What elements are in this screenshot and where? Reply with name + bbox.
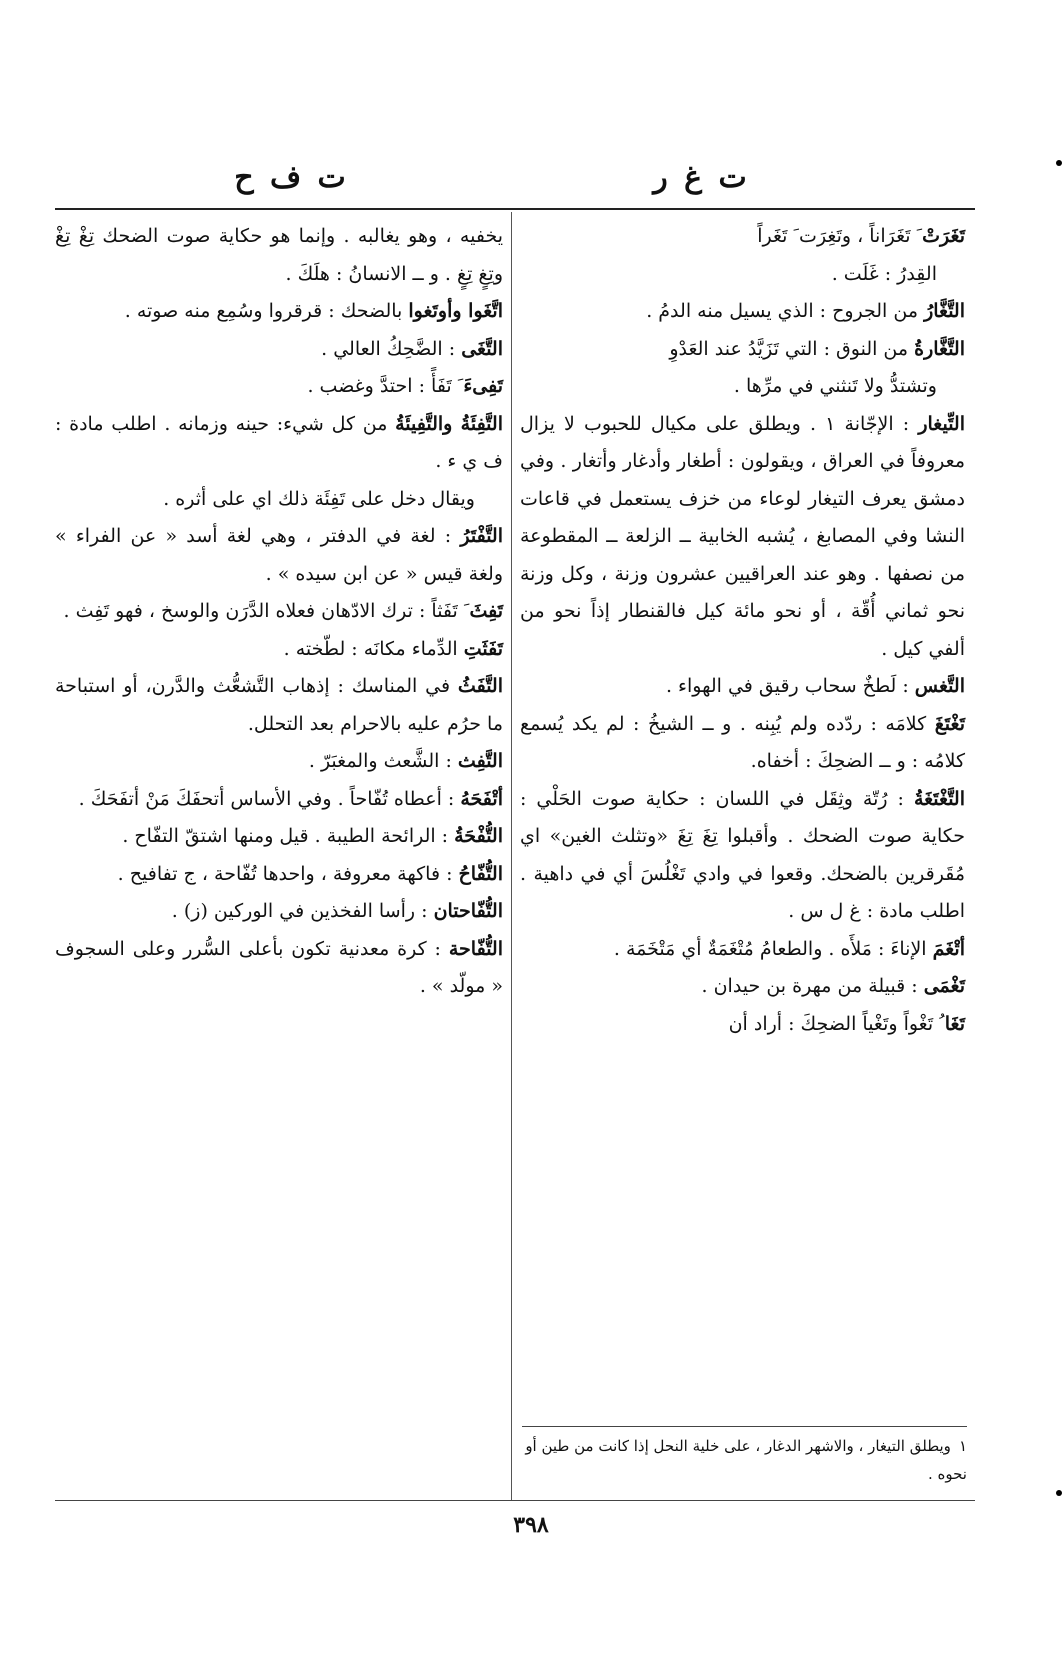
dictionary-entry	[520, 331, 965, 406]
headword: التُّفّاحة	[448, 937, 503, 960]
dictionary-entry	[55, 818, 503, 856]
headword: التُّفّاحتان	[433, 900, 503, 922]
dictionary-entry	[55, 218, 503, 293]
definition: يخفيه ، وهو يغالبه . وإنما هو حكاية صوت الضحك تِغْ تِغْ وتِغٍ تِغٍ . و ــ الانسانُ : هلَكَ .	[55, 225, 503, 285]
dictionary-entry	[55, 368, 503, 406]
scan-mark	[1056, 1490, 1062, 1496]
definition: : الشَّعث والمغبَرّ .	[308, 750, 458, 772]
definition: من النوق : التي تَزَيَّدُ عند العَدْوِ	[669, 337, 915, 360]
column-divider	[511, 212, 512, 1500]
headword: أتْفَحَهُ	[460, 787, 503, 810]
definition: : لَطخٌ سحاب رقيق في الهواء .	[665, 675, 915, 697]
definition: : الإجّانة ١ . ويطلق على مكيال للحبوب لا يزال معروفاً في العراق ، ويقولون : أطغار وأدغار وأتغار . وفي دمشق يعرف التيغار لوعاء من خزف يستعمل في قاعات النشا وفي المصابغ ، يُشبه الخابية ــ الزلعة ــ المقطوعة من نصفها . وهو عند العراقيين عشرون وزنة ، وكل وزنة نحو ثماني أُقّة ، أو نحو مائة كيل فالقنطار إذاً نحو من ألفي كيل .	[520, 412, 965, 660]
dictionary-entry	[55, 293, 503, 331]
headword: تَغْتَغَ	[934, 712, 965, 735]
headword: التَّغَّارةُ	[914, 337, 965, 360]
right-column	[520, 218, 965, 1043]
headword: التَّغس	[914, 675, 965, 697]
definition: : كرة معدنية تكون بأعلى السُّرر وعلى السجوف « مولّد » .	[55, 937, 503, 997]
definition: بالضحك : قرقروا وسُمِع منه صوته .	[124, 300, 409, 322]
headword: تَغَا	[944, 1012, 965, 1035]
dictionary-entry	[55, 893, 503, 931]
definition: : رأسا الفخذين في الوركين (ز) .	[171, 900, 434, 922]
definition: الإناءَ : مَلأَه . والطعامُ مُتْغَمَةٌ أي مَتْخَمَة .	[613, 937, 933, 960]
dictionary-entry	[55, 631, 503, 669]
definition: : الرائحة الطيبة . قيل ومنها اشتقّ التفّاح .	[122, 825, 455, 847]
dictionary-entry	[520, 706, 965, 781]
definition: َ تَفَثاً : ترك الادّهان فعلاه الدَّرَن والوسخ ، فهو تَفِث .	[63, 600, 470, 622]
dictionary-entry	[55, 406, 503, 519]
left-column	[55, 218, 503, 1006]
definition: : الضَّحِكُ العالي .	[321, 337, 462, 360]
dictionary-entry	[520, 218, 965, 293]
header-rule	[55, 208, 975, 210]
headword: تَفِثَ	[469, 600, 503, 622]
dictionary-entry	[520, 931, 965, 969]
definition-continuation: القِدرُ : غَلَت .	[831, 262, 937, 285]
headword: التَّفْتَرُ	[460, 525, 503, 547]
headword: تَفَثَتِ	[463, 637, 503, 660]
definition: كلامَه : ردّده ولم يُبِنه . و ــ الشيخُ : لم يكد يُسمع كلامُه : و ــ الضحِكَ : أخفاه.	[520, 712, 965, 772]
headword: أتْغَمَ	[932, 937, 965, 960]
definition: الدِّماء مكانَه : لطّخته .	[283, 637, 464, 660]
headword: التَّفِئَةُ والتَّفِيئَةُ	[395, 412, 503, 435]
header-root-right: ت غ ر	[653, 160, 747, 195]
dictionary-entry	[520, 781, 965, 931]
headword: التَّغَى	[461, 337, 503, 360]
definition: في المناسك : إذهاب التَّشعُّث والدَّرن، أو استباحة ما حرُم عليه بالاحرام بعد التحلل.	[55, 675, 503, 735]
definition: َ تَفَأً : احتدَّ وغضب .	[307, 375, 464, 397]
headword: اتَّغَوا وأوتَغوا	[408, 300, 503, 322]
dictionary-entry	[55, 931, 503, 1006]
dictionary-entry	[520, 668, 965, 706]
dictionary-entry	[520, 968, 965, 1006]
scan-mark	[1056, 160, 1062, 166]
footnote-number: ١	[958, 1437, 967, 1455]
headword: تَغَرَتْ	[922, 225, 965, 247]
page-number: ٣٩٨	[513, 1512, 549, 1538]
dictionary-entry	[55, 668, 503, 743]
dictionary-entry	[55, 781, 503, 819]
dictionary-entry	[55, 856, 503, 894]
footnote-rule	[522, 1426, 967, 1427]
dictionary-entry	[55, 518, 503, 593]
definition-continuation: ويقال دخل على تَفِئَة ذلك اي على أثره .	[163, 487, 475, 510]
footnote-text: ويطلق التيغار ، والاشهر الدغار ، على خلية النحل إذا كانت من طين أو نحوه .	[525, 1437, 967, 1483]
header-root-left: ت ف ح	[234, 160, 346, 195]
headword: التَّفِث	[457, 750, 503, 772]
dictionary-entry	[520, 293, 965, 331]
definition: : فاكهة معروفة ، واحدها تُفّاحة ، ج تفافيح .	[117, 862, 459, 885]
headword: التَّفَثُ	[457, 675, 503, 697]
footnote	[522, 1432, 967, 1488]
headword: التُّفّاحُ	[458, 862, 503, 885]
dictionary-entry	[520, 1006, 965, 1044]
definition: َ تَغَرَاناً ، وتَغِرَت َ تَغَراً	[757, 225, 923, 247]
headword: التَّغَّارُ	[924, 300, 965, 322]
definition: : أعطاه تُفّاحاً . وفي الأساس أتحفَكَ مَنْ أتفَحَكَ .	[78, 787, 461, 810]
definition: من كل شيء: حينه وزمانه . اطلب مادة : ف ي ء .	[55, 412, 503, 472]
dictionary-entry	[55, 743, 503, 781]
headword: التَّغْتَغَةُ	[913, 787, 965, 810]
definition: : قبيلة من مهرة بن حيدان .	[701, 975, 924, 997]
headword: تَفِىءَ	[463, 375, 503, 397]
definition: من الجروح : الذي يسيل منه الدمُ .	[646, 300, 925, 322]
headword: تَغْمَى	[923, 975, 965, 997]
definition-continuation: وتشتدُّ ولا تَنثني في مرِّها .	[733, 375, 937, 397]
definition: ُ تَغْواً وتَغْياً الضحِكَ : أراد أن	[728, 1012, 945, 1035]
dictionary-entry	[55, 331, 503, 369]
definition: : لغة في الدفتر ، وهي لغة أسد « عن الفراء » ولغة قيس « عن ابن سيده » .	[55, 525, 503, 585]
footer-rule	[55, 1500, 975, 1501]
dictionary-entry	[55, 593, 503, 631]
definition: : رُتّة وثِقَل في اللسان : حكاية صوت الحَلْي : حكاية صوت الضحك . وأقبلوا تِغَ تِغَ «وتثلث الغين» اي مُقَرقرين بالضحك. وقعوا في وادي تَغْلُسَ أي في داهية . اطلب مادة : غ ل س .	[520, 787, 965, 922]
dictionary-entry	[520, 406, 965, 669]
headword: التِّيغار	[918, 412, 965, 435]
headword: التُّفْحَةُ	[454, 825, 503, 847]
